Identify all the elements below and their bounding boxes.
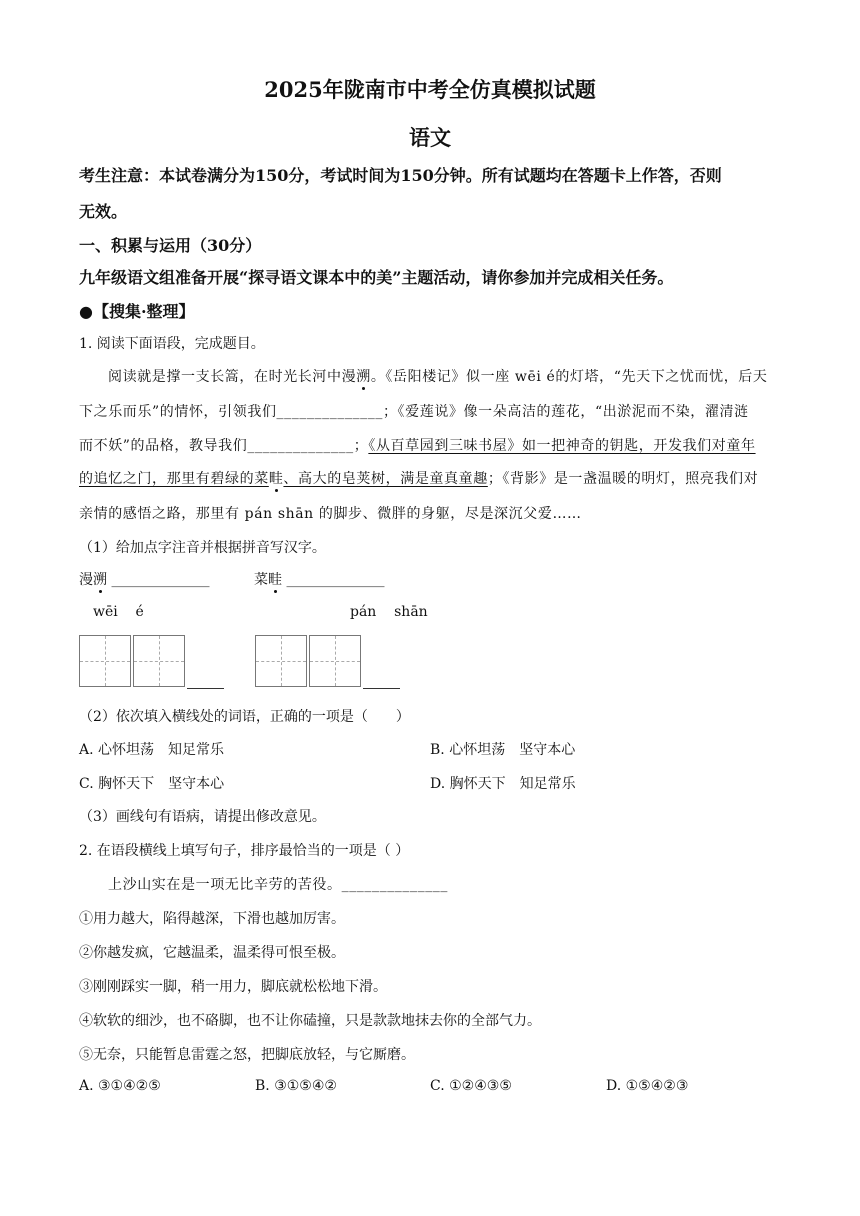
sentence-item: ⑤无奈，只能暂息雷霆之怒，把脚底放轻，与它厮磨。 <box>79 1047 415 1063</box>
sentence-item: ③刚刚踩实一脚，稍一用力，脚底就松松地下滑。 <box>79 979 387 995</box>
writing-grid-cell[interactable] <box>309 635 361 687</box>
passage-line-4 <box>79 468 758 488</box>
sub-question-1: （1）给加点字注音并根据拼音写汉字。 <box>79 540 326 556</box>
passage-line-2: 下之乐而乐”的情怀，引领我们______________；《爱莲说》像一朵高洁的莲花，“出淤泥而不染，濯清涟 <box>79 404 749 420</box>
sentence-item: ②你越发疯，它越温柔，温柔得可恨至极。 <box>79 945 345 961</box>
dotted-char: 畦 <box>269 468 284 488</box>
underlined-sentence: 《从百草园到三味书屋》如一把神奇的钥匙，开发我们对童年 <box>368 438 756 454</box>
question-1-prompt: 1. 阅读下面语段，完成题目。 <box>79 336 265 352</box>
word-text: 菜 <box>254 572 268 588</box>
section-heading: 一、积累与运用（30分） <box>79 236 262 255</box>
dotted-char: 溯 <box>93 569 107 589</box>
activity-intro: 九年级语文组准备开展“探寻语文课本中的美”主题活动，请你参加并完成相关任务。 <box>79 268 674 287</box>
option-c[interactable]: C. 胸怀天下 坚守本心 <box>79 776 225 792</box>
underlined-sentence <box>79 471 488 487</box>
sub-question-3: （3）画线句有语病，请提出修改意见。 <box>79 809 326 825</box>
option-d[interactable]: D. 胸怀天下 知足常乐 <box>430 776 576 792</box>
question-2-lead: 上沙山实在是一项无比辛劳的苦役。______________ <box>108 877 448 893</box>
passage-text: 阅读就是撑一支长篙，在时光长河中漫 <box>108 369 357 385</box>
writing-grid-cell[interactable] <box>133 635 185 687</box>
answer-blank[interactable]: ______________ <box>286 572 385 588</box>
sentence-item: ④软软的细沙，也不硌脚，也不让你磕撞，只是款款地抹去你的全部气力。 <box>79 1013 541 1029</box>
notice-line-2: 无效。 <box>79 202 128 221</box>
passage-text: ；《背影》是一盏温暖的明灯，照亮我们对 <box>487 471 759 487</box>
passage-line-5: 亲情的感悟之路，那里有 pán shān 的脚步、微胖的身躯，尽是深沉父爱…… <box>79 506 582 522</box>
q2-option-b[interactable]: B. ③①⑤④② <box>255 1078 337 1094</box>
sub-question-2: （2）依次填入横线处的词语，正确的一项是（ ） <box>79 709 410 725</box>
pinyin-1: wēi é <box>93 604 144 620</box>
writing-grid-cell[interactable] <box>255 635 307 687</box>
passage-line-3 <box>79 435 756 455</box>
q2-option-d[interactable]: D. ①⑤④②③ <box>606 1078 689 1094</box>
passage-line-1 <box>108 366 768 386</box>
dotted-char: 畦 <box>268 569 282 589</box>
notice-line-1: 考生注意：本试卷满分为150分，考试时间为150分钟。所有试题均在答题卡上作答，否则 <box>79 166 722 185</box>
subject-title: 语文 <box>409 125 451 150</box>
passage-text: 。《岳阳楼记》似一座 wēi é的灯塔，“先天下之忧而忧，后天 <box>370 369 768 385</box>
writing-grid-cell[interactable] <box>79 635 131 687</box>
word-2 <box>254 569 384 589</box>
answer-line <box>363 688 400 689</box>
passage-text: 、高大的皂荚树，满是童真童趣 <box>283 471 488 487</box>
option-a[interactable]: A. 心怀坦荡 知足常乐 <box>79 742 225 758</box>
word-text: 漫 <box>79 572 93 588</box>
answer-blank[interactable]: ______________ <box>111 572 210 588</box>
pinyin-2: pán shān <box>350 604 428 620</box>
q2-option-c[interactable]: C. ①②④③⑤ <box>430 1078 512 1094</box>
q2-option-a[interactable]: A. ③①④②⑤ <box>79 1078 161 1094</box>
word-1 <box>79 569 209 589</box>
sentence-item: ①用力越大，陷得越深，下滑也越加厉害。 <box>79 911 345 927</box>
passage-text: 的追忆之门，那里有碧绿的菜 <box>79 471 269 487</box>
exam-title: 2025年陇南市中考全仿真模拟试题 <box>264 77 596 102</box>
answer-line <box>187 688 224 689</box>
subsection-heading: ●【搜集·整理】 <box>79 302 195 321</box>
dotted-char: 溯 <box>356 366 371 386</box>
question-2-prompt: 2. 在语段横线上填写句子，排序最恰当的一项是（ ） <box>79 843 410 859</box>
option-b[interactable]: B. 心怀坦荡 坚守本心 <box>430 742 576 758</box>
passage-text: 而不妖”的品格，教导我们______________； <box>79 438 369 454</box>
